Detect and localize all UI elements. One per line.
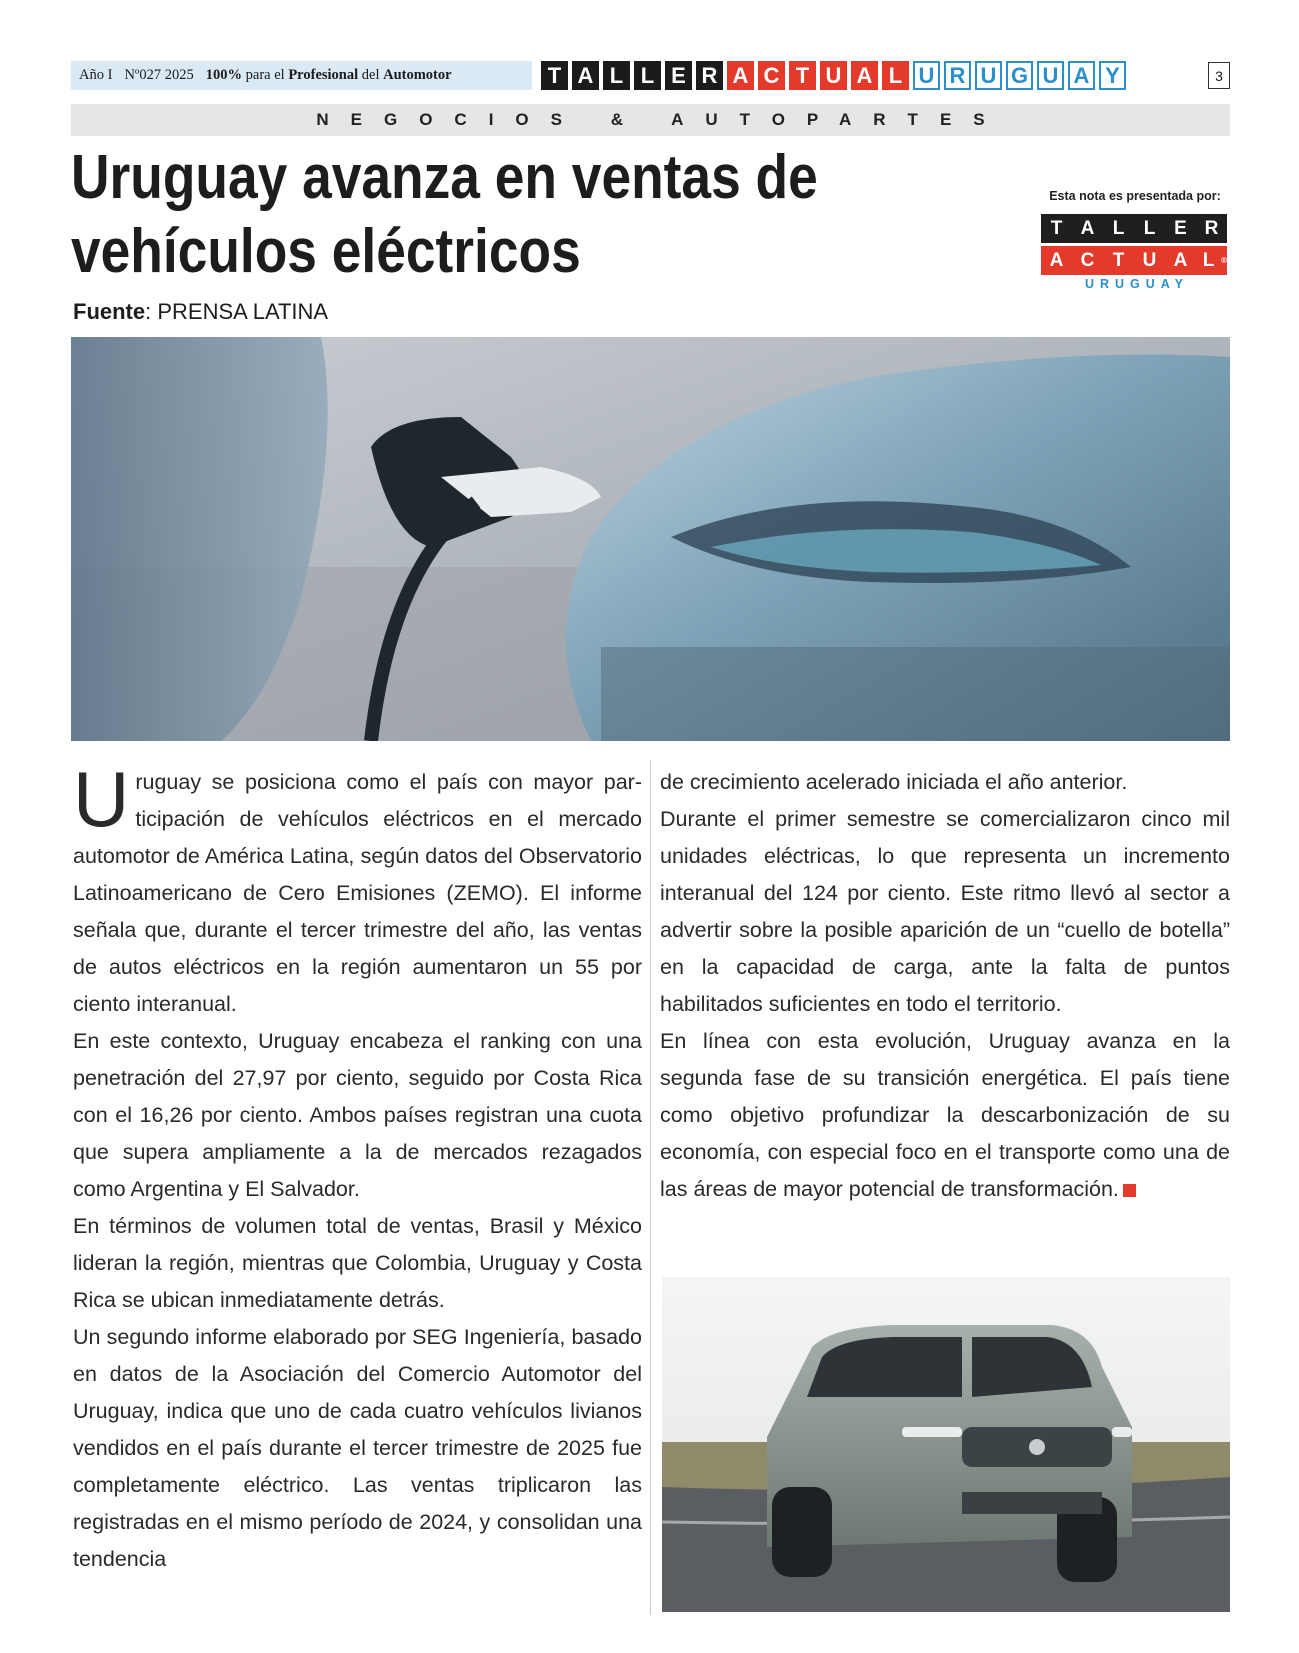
paragraph-5: de crecimiento acelerado iniciada el año anterior. [660,770,1128,794]
sponsor-country: URUGUAY [1084,277,1190,291]
sponsor-letter [1196,246,1227,275]
sponsor-letter: A [1165,246,1196,275]
brand-letter: U [1037,61,1064,90]
brand-letter: U [975,61,1002,90]
sponsor-letter: T [1041,214,1072,243]
brand-letter: L [634,61,661,90]
source-value: : PRENSA LATINA [145,299,329,324]
end-of-article-mark [1123,1184,1136,1197]
issue-info [71,61,532,90]
tagline-automotor: Automotor [383,67,452,83]
brand-letter: A [727,61,754,90]
page-number: 3 [1208,62,1230,89]
sponsor-letter: L [1134,214,1165,243]
paragraph-2: En este contexto, Uruguay encabeza el ranking con una penetración del 27,97 por ciento, seguido por Costa Rica con el 16,26 por ciento. Ambos países registran una cuota que supera ampliamente a la de mercados rezagados como Argentina y El Salvador. [73,1029,642,1201]
brand-letter: A [1068,61,1095,90]
suv-illustration [662,1277,1230,1612]
sponsor-letter: T [1103,246,1134,275]
brand-letter: U [913,61,940,90]
brand-letter: R [696,61,723,90]
article-column-left [73,755,642,1578]
sponsor-logo-row-2 [1041,246,1227,275]
brand-letter: G [1006,61,1033,90]
brand-wordmark [541,61,1126,90]
brand-letter: L [603,61,630,90]
paragraph-7 [660,1023,1230,1208]
paragraph-4: Un segundo informe elaborado por SEG Ingeniería, basado en datos de la Asociación del Comercio Automotor del Uruguay, indica que uno de cada cuatro vehículos livianos vendidos en el país durante el tercer trimestre de 2025 fue completamente eléctrico. Las ventas triplicaron las registradas en el mismo período de 2024, y consolidan una tendencia [73,1325,642,1571]
masthead [71,61,1230,90]
brand-letter: E [665,61,692,90]
brand-letter: R [944,61,971,90]
paragraph-3: En términos de volumen total de ventas, Brasil y México lideran la región, mientras que Colombia, Uruguay y Costa Rica se ubican inmediatamente detrás. [73,1214,642,1312]
sponsor-letter: A [1072,214,1103,243]
brand-letter: A [572,61,599,90]
brand-letter: C [758,61,785,90]
section-label: NEGOCIOS & AUTOPARTES [316,110,1007,129]
brand-letter: T [789,61,816,90]
article-title [71,141,845,289]
tagline-percent: 100% [205,67,243,83]
brand-letter: Y [1099,61,1126,90]
sponsor-letter-l: L [1202,249,1215,271]
suv-photo [662,1277,1230,1612]
paragraph-6: Durante el primer semestre se comercializaron cinco mil unidades eléctricas, lo que representa un incremento interanual del 124 por ciento. Este ritmo llevó al sector a advertir sobre la posible aparición de un “cuello de botella” en la capacidad de carga, ante la falta de puntos habilitados suficientes en todo el territorio. [660,807,1230,1016]
issue-year: Año I [79,67,113,83]
paragraph-7-text: En línea con esta evolución, Uruguay avanza en la segunda fase de su transición energética. El país tiene como objetivo profundizar la descarbonización de su economía, con especial foco en el transporte como una de las áreas de mayor potencial de transformación. [660,1029,1230,1201]
source-label: Fuente [73,299,146,324]
article-source [73,299,328,325]
sponsor-letter: U [1134,246,1165,275]
sponsor-logo-row-1 [1041,214,1227,243]
sponsor-letter: L [1103,214,1134,243]
title-line-2: vehículos eléctricos [71,217,581,286]
paragraph-1-text: ruguay se posiciona como el país con mayor participación de vehículos eléctricos en el mercado automotor de América Latina, según datos del Observatorio Latinoamericano de Cero Emisiones (ZEMO). El informe señala que, durante el tercer trimestre del año, las ventas de autos eléctricos en la región aumentaron un 55 por ciento interanual. [73,770,642,1016]
title-line-1: Uruguay avanza en ventas de [71,143,818,212]
hero-image-ev-charging [71,337,1230,741]
brand-letter: L [882,61,909,90]
brand-letter: U [820,61,847,90]
registered-mark: ® [1221,256,1227,265]
paragraph-1 [73,755,642,1023]
sponsor-letter: C [1072,246,1103,275]
drop-cap: U [73,755,130,843]
article-column-right [660,764,1230,1208]
sponsor-letter: R [1196,214,1227,243]
section-band [71,104,1230,136]
tagline-profesional: Profesional [288,67,359,83]
brand-letter: T [541,61,568,90]
ev-charging-illustration [71,337,1230,741]
sponsor-letter: E [1165,214,1196,243]
tagline-del: del [361,67,380,83]
tagline-para: para el [245,67,285,83]
issue-number: Nº027 2025 [124,67,194,83]
sponsor-letter: A [1041,246,1072,275]
sponsor-logo [1041,214,1227,291]
column-divider [650,760,651,1615]
sponsor-caption: Esta nota es presentada por: [1049,189,1221,203]
brand-letter: A [851,61,878,90]
